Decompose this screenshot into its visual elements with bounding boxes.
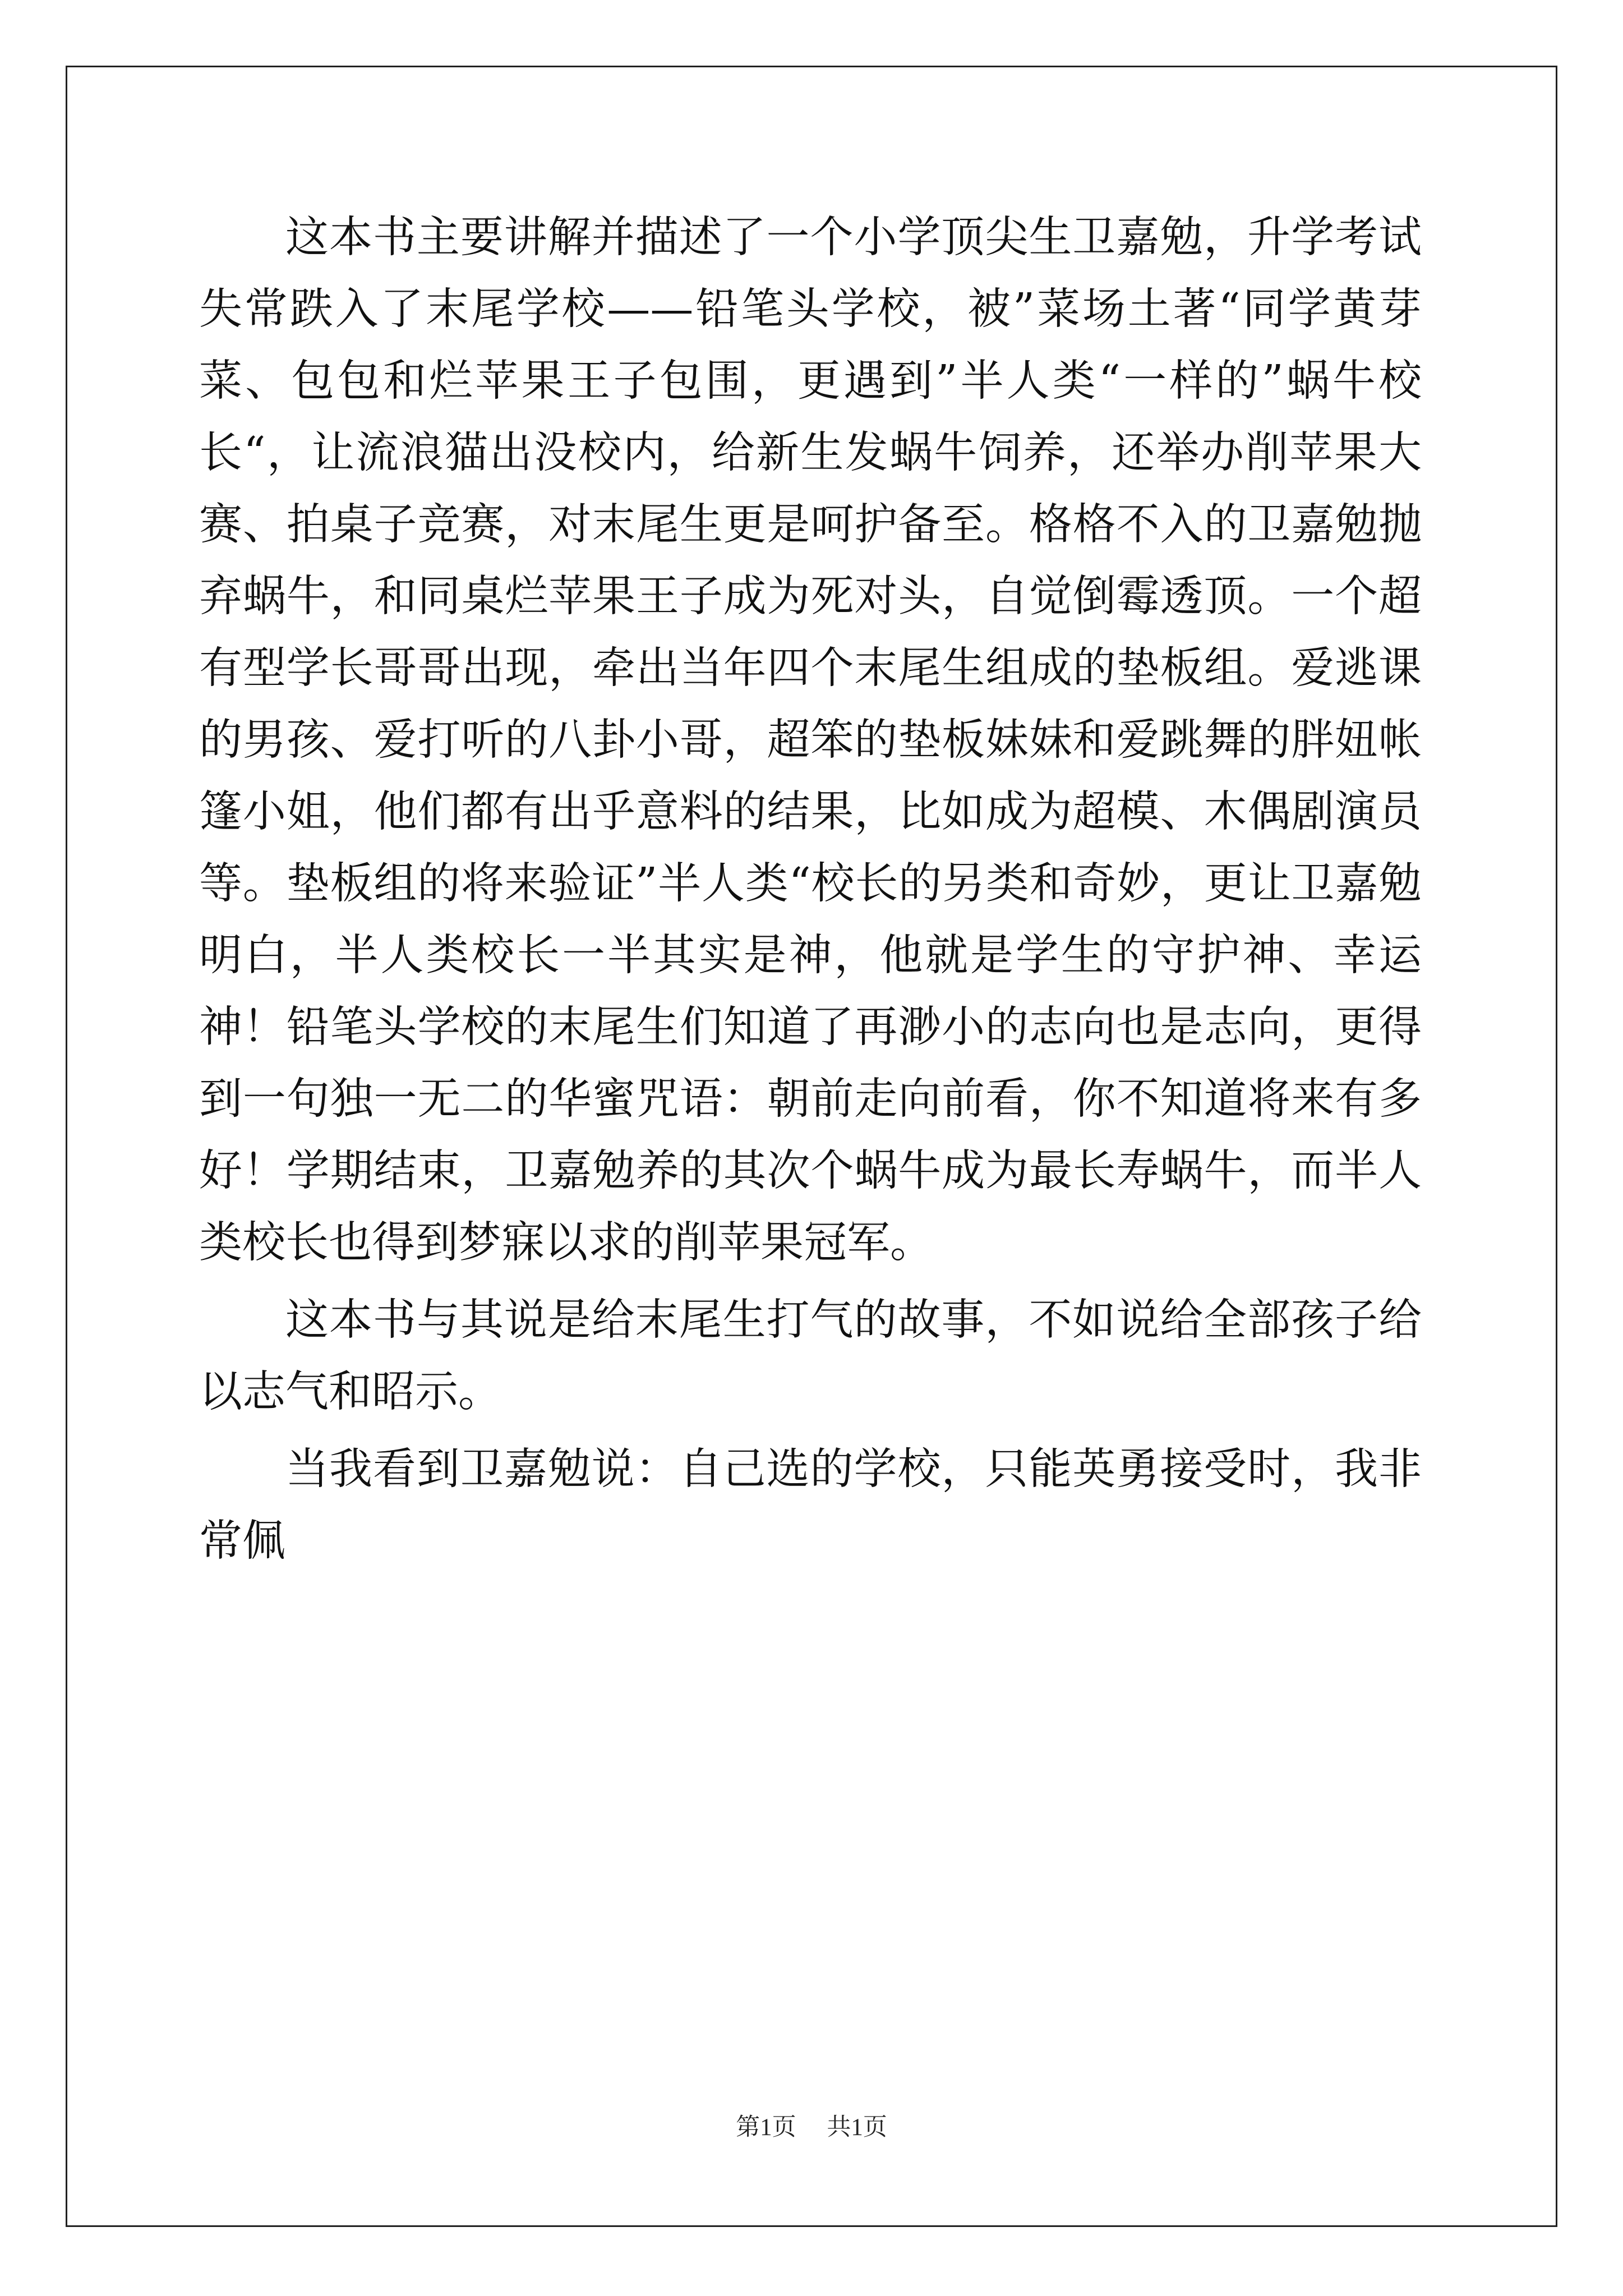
page-number-current: 第1页 [736, 2114, 796, 2141]
paragraph-1: 这本书主要讲解并描述了一个小学顶尖生卫嘉勉，升学考试失常跌入了末尾学校——铅笔头学校，被”菜场土著“同学黄芽菜、包包和烂苹果王子包围，更遇到”半人类“一样的”蜗牛校长“，让流浪猫出没校内，给新生发蜗牛饲养，还举办削苹果大赛、拍桌子竞赛，对末尾生更是呵护备至。格格不入的卫嘉勉抛弃蜗牛，和同桌烂苹果王子成为死对头，自觉倒霉透顶。一个超有型学长哥哥出现，牵出当年四个末尾生组成的垫板组。爱逃课的男孩、爱打听的八卦小哥，超笨的垫板妹妹和爱跳舞的胖妞帐篷小姐，他们都有出乎意料的结果，比如成为超模、木偶剧演员等。垫板组的将来验证”半人类“校长的另类和奇妙，更让卫嘉勉明白，半人类校长一半其实是神，他就是学生的守护神、幸运神！铅笔头学校的末尾生们知道了再渺小的志向也是志向，更得到一句独一无二的华蜜咒语：朝前走向前看，你不知道将来有多好！学期结束，卫嘉勉养的其次个蜗牛成为最长寿蜗牛，而半人类校长也得到梦寐以求的削苹果冠军。 [199, 213, 1422, 1268]
document-body [199, 202, 1422, 1577]
page-number-total: 共1页 [827, 2114, 887, 2141]
paragraph-2: 这本书与其说是给末尾生打气的故事，不如说给全部孩子给以志气和昭示。 [199, 1295, 1422, 1417]
page-footer [0, 2108, 1623, 2142]
paragraph-3: 当我看到卫嘉勉说：自己选的学校，只能英勇接受时，我非常佩 [199, 1444, 1422, 1566]
